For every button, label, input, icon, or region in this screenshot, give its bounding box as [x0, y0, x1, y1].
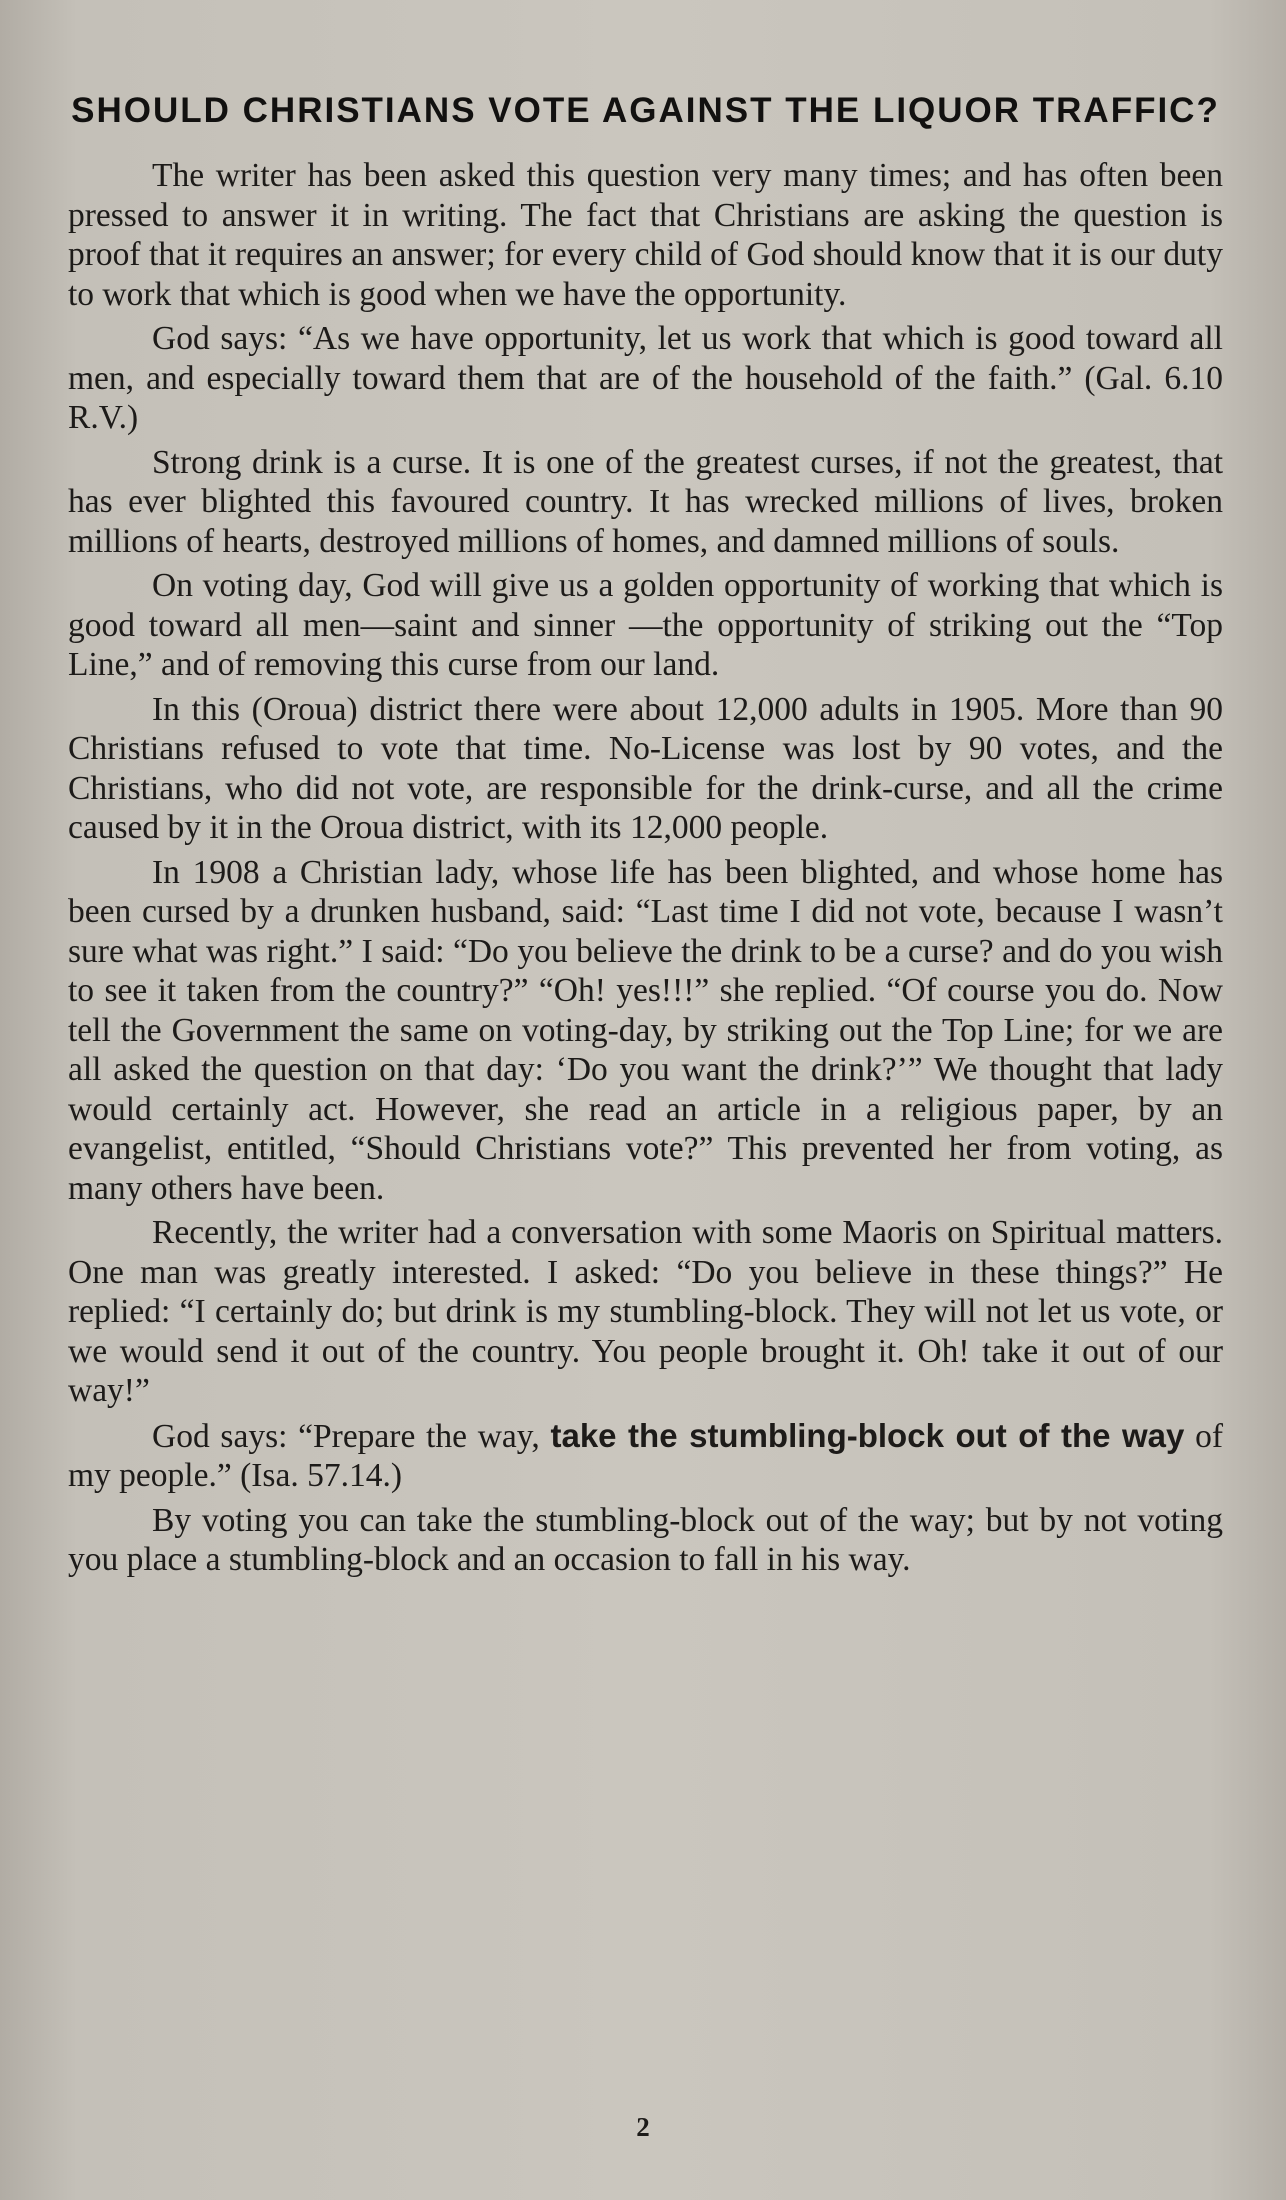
paragraph-scripture-galatians: God says: “As we have opportunity, let us work that which is good toward all men, and especially toward them that are of the household of the faith.” (Gal. 6.10 R.V.)	[68, 320, 1223, 436]
scripture-before: God says: “Prepare the way,	[152, 1417, 551, 1455]
scripture-after: of my people.” (Isa. 57.14.)	[68, 1417, 1223, 1494]
paragraph-question: The writer has been asked this question very many times; and has often been pressed to answer it in writing. The fact that Christians are asking the question is proof that it requires an answer; for every child of God should know that it is our duty to work that which is good when we have the opportunity.	[68, 157, 1223, 313]
paragraph-maoris: Recently, the writer had a conversation with some Maoris on Spiritual matters. One man was greatly interested. I asked: “Do you believe in these things?” He replied: “I certainly do; but drink is my stumbling-block. They will not let us vote, or we would send it out of the country. You people brought it. Oh! take it out of our way!”	[68, 1214, 1223, 1409]
paragraph-voting-day: On voting day, God will give us a golden opportunity of working that which is good toward all men—saint and sinner —the opportunity of striking out the “Top Line,” and of removing this curse from our land.	[68, 567, 1223, 683]
article-body	[68, 88, 1223, 1585]
paragraph-christian-lady: In 1908 a Christian lady, whose life has been blighted, and whose home has been cursed by a drunken husband, said: “Last time I did not vote, because I wasn’t sure what was right.” I said: “Do you believe the drink to be a curse? and do you wish to see it taken from the country?” “Oh! yes!!!” she replied. “Of course you do. Now tell the Government the same on voting-day, by striking out the Top Line; for we are all asked the question on that day: ‘Do you want the drink?’” We thought that lady would certainly act. However, she read an article in a religious paper, by an evangelist, entitled, “Should Christians vote?” This prevented her from voting, as many others have been.	[68, 853, 1223, 1207]
page-number: 2	[636, 2112, 650, 2142]
scripture-emphasis: take the stumbling-block out of the way	[550, 1416, 1185, 1454]
paragraph-scripture-isaiah	[68, 1416, 1223, 1496]
article-title: SHOULD CHRISTIANS VOTE AGAINST THE LIQUOR TRAFFIC?	[71, 91, 1220, 130]
paragraph-strong-drink: Strong drink is a curse. It is one of the greatest curses, if not the greatest, that has ever blighted this favoured country. It has wrecked millions of lives, broken millions of hearts, destroyed millions of homes, and damned millions of souls.	[68, 443, 1223, 560]
paragraph-oroua-district: In this (Oroua) district there were about 12,000 adults in 1905. More than 90 Christians refused to vote that time. No-License was lost by 90 votes, and the Christians, who did not vote, are responsible for the drink-curse, and all the crime caused by it in the Oroua district, with its 12,000 people.	[68, 690, 1223, 846]
paragraph-closing: By voting you can take the stumbling-block out of the way; but by not voting you place a stumbling-block and an occasion to fall in his way.	[68, 1501, 1223, 1578]
